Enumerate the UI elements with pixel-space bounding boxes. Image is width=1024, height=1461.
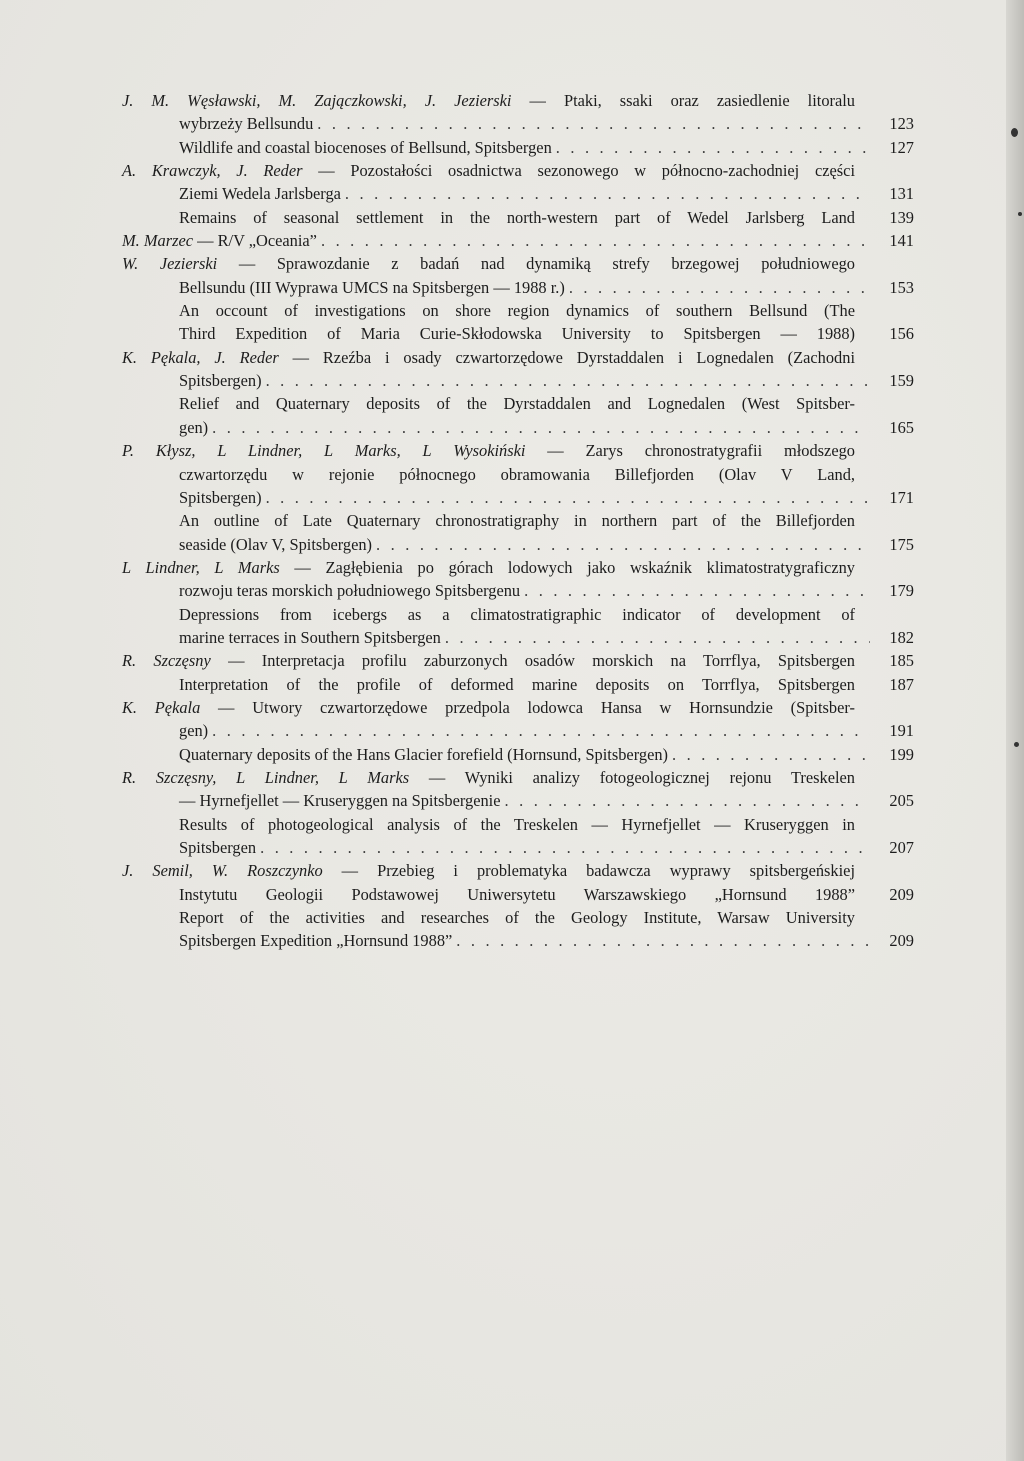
toc-line xyxy=(122,299,914,322)
toc-line xyxy=(122,416,914,439)
toc-author: K. Pękala xyxy=(122,697,201,717)
toc-title-cont: gen) xyxy=(179,721,209,741)
toc-page-number: 159 xyxy=(889,371,914,391)
toc-line xyxy=(122,112,914,135)
toc-entry-translation xyxy=(122,673,914,696)
toc-entry xyxy=(122,649,914,672)
toc-page-number: 182 xyxy=(889,627,914,647)
leader-dots xyxy=(260,836,870,859)
toc-line xyxy=(122,906,914,929)
toc-entry-translation xyxy=(122,392,914,439)
toc-title-cont: Spitsbergen Expedition „Hornsund 1988” xyxy=(179,931,453,951)
toc-entry xyxy=(122,766,914,813)
toc-line xyxy=(122,392,914,415)
toc-title: Wildlife and coastal biocenoses of Bellsund, Spitsbergen xyxy=(179,137,552,157)
leader-dots xyxy=(266,369,870,392)
toc-entry-translation xyxy=(122,206,914,229)
toc-line xyxy=(122,673,914,696)
toc-author: P. Kłysz, L Lindner, L Marks, L Wysokiński xyxy=(122,441,526,461)
toc-title: — Pozostałości osadnictwa sezonowego w północno-zachodniej części xyxy=(302,161,855,181)
toc-entry-translation xyxy=(122,813,914,860)
toc-title: — R/V „Oceania” xyxy=(193,231,317,251)
toc-title-cont: gen) xyxy=(179,417,209,437)
toc-line xyxy=(122,229,914,252)
leader-dots xyxy=(445,626,870,649)
toc-line xyxy=(122,136,914,159)
toc-entry-translation xyxy=(122,509,914,556)
toc-page-number: 139 xyxy=(889,207,914,227)
toc-page-number: 165 xyxy=(889,417,914,437)
leader-dots xyxy=(212,416,870,439)
leader-dots xyxy=(266,486,870,509)
toc-line xyxy=(122,929,914,952)
toc-line xyxy=(122,89,914,112)
toc-line xyxy=(122,533,914,556)
toc-page-number: 209 xyxy=(889,931,914,951)
toc-author: R. Szczęsny, L Lindner, L Marks xyxy=(122,767,410,787)
toc-entry-translation xyxy=(122,906,914,953)
toc-line xyxy=(122,859,914,882)
toc-line xyxy=(122,252,914,275)
print-speck xyxy=(1018,212,1022,216)
leader-dots xyxy=(672,743,870,766)
toc-title-cont: Spitsbergen) xyxy=(179,371,262,391)
toc-title: — Utwory czwartorzędowe przedpola lodowca Hansa w Hornsundzie (Spitsber- xyxy=(200,697,855,717)
toc-title-cont: Spitsbergen xyxy=(179,838,257,857)
toc-line xyxy=(122,556,914,579)
toc-page-number: 207 xyxy=(889,838,914,857)
toc-line xyxy=(122,206,914,229)
toc-entry xyxy=(122,859,914,906)
toc-title: — Ptaki, ssaki oraz zasiedlenie litoralu xyxy=(511,91,855,110)
toc-line xyxy=(122,649,914,672)
toc-line xyxy=(122,486,914,509)
toc-line xyxy=(122,743,914,766)
leader-dots xyxy=(321,229,870,252)
leader-dots xyxy=(569,276,870,299)
toc-entry xyxy=(122,696,914,743)
toc-entry xyxy=(122,252,914,299)
toc-line xyxy=(122,789,914,812)
toc-line xyxy=(122,603,914,626)
toc-page-number: 123 xyxy=(889,114,914,134)
toc-page-number: 131 xyxy=(889,184,914,204)
toc-author: M. Marzec xyxy=(122,231,194,251)
toc-line xyxy=(122,369,914,392)
toc-title-cont: czwartorzędu w rejonie północnego obramowania Billefjorden (Olav V Land, xyxy=(179,464,855,484)
toc-author: K. Pękala, J. Reder xyxy=(122,347,279,367)
print-speck xyxy=(1014,742,1019,747)
toc-line xyxy=(122,322,914,345)
toc-page-number: 205 xyxy=(889,791,914,811)
toc-title: — Wyniki analizy fotogeologicznej rejonu Treskelen xyxy=(409,767,855,787)
toc-page-number: 179 xyxy=(889,581,914,601)
toc-title-cont: seaside (Olav V, Spitsbergen) xyxy=(179,534,373,554)
leader-dots xyxy=(505,789,870,812)
leader-dots xyxy=(345,182,870,205)
toc-line xyxy=(122,626,914,649)
toc-title: An outline of Late Quaternary chronostratigraphy in northern part of the Billefjorden xyxy=(179,511,855,531)
toc-author: J. Semil, W. Roszczynko xyxy=(122,861,323,881)
toc-page-number: 156 xyxy=(889,324,914,344)
toc-entry xyxy=(122,229,914,252)
toc-author: J. M. Węsławski, M. Zajączkowski, J. Jezierski xyxy=(122,91,512,110)
toc-entry-translation xyxy=(122,743,914,766)
leader-dots xyxy=(556,136,870,159)
leader-dots xyxy=(212,719,870,742)
toc-title-cont: rozwoju teras morskich południowego Spitsbergenu xyxy=(179,581,521,601)
toc-entry xyxy=(122,159,914,206)
toc-line xyxy=(122,439,914,462)
toc-page-number: 199 xyxy=(889,744,914,764)
toc-entry xyxy=(122,439,914,509)
toc-page-number: 175 xyxy=(889,534,914,554)
table-of-contents xyxy=(122,89,914,953)
toc-entry-translation xyxy=(122,299,914,346)
toc-page-number: 209 xyxy=(889,884,914,904)
toc-title: — Zagłębienia po górach lodowych jako wskaźnik klimatostratygraficzny xyxy=(279,557,855,577)
toc-line xyxy=(122,509,914,532)
print-speck xyxy=(1011,128,1018,137)
toc-line xyxy=(122,883,914,906)
toc-title-cont: Spitsbergen) xyxy=(179,487,262,507)
toc-line xyxy=(122,836,914,859)
toc-author: A. Krawczyk, J. Reder xyxy=(122,161,303,181)
toc-page-number: 191 xyxy=(889,721,914,741)
toc-title-cont: Third Expedition of Maria Curie-Skłodowska University to Spitsbergen — 1988) xyxy=(179,324,855,344)
leader-dots xyxy=(376,533,870,556)
toc-line xyxy=(122,579,914,602)
toc-page-number: 187 xyxy=(889,674,914,694)
toc-line xyxy=(122,813,914,836)
toc-author: L Lindner, L Marks xyxy=(122,557,280,577)
toc-entry xyxy=(122,346,914,393)
toc-entry-translation xyxy=(122,136,914,159)
toc-line xyxy=(122,159,914,182)
toc-title-cont: wybrzeży Bellsundu xyxy=(179,114,314,134)
toc-title: Remains of seasonal settlement in the north-western part of Wedel Jarlsberg Land xyxy=(179,207,855,227)
page-edge-shadow xyxy=(1006,0,1024,1461)
toc-title-cont: — Hyrnefjellet — Kruseryggen na Spitsbergenie xyxy=(179,791,501,811)
toc-title: Quaternary deposits of the Hans Glacier forefield (Hornsund, Spitsbergen) xyxy=(179,744,668,764)
leader-dots xyxy=(317,112,870,135)
toc-line xyxy=(122,346,914,369)
toc-title: Report of the activities and researches of the Geology Institute, Warsaw University xyxy=(179,908,855,928)
toc-line xyxy=(122,719,914,742)
toc-line xyxy=(122,182,914,205)
toc-title: Interpretation of the profile of deformed marine deposits on Torrflya, Spitsbergen xyxy=(179,674,855,694)
toc-line xyxy=(122,766,914,789)
toc-title: — Sprawozdanie z badań nad dynamiką strefy brzegowej południowego xyxy=(217,254,856,274)
toc-title: — Przebieg i problematyka badawcza wyprawy spitsbergeńskiej xyxy=(322,861,855,881)
toc-title: — Rzeźba i osady czwartorzędowe Dyrstaddalen i Lognedalen (Zachodni xyxy=(278,347,855,367)
toc-page-number: 153 xyxy=(889,277,914,297)
toc-title: — Zarys chronostratygrafii młodszego xyxy=(525,441,855,461)
toc-entry-translation xyxy=(122,603,914,650)
toc-entry xyxy=(122,89,914,136)
toc-title-cont: marine terraces in Southern Spitsbergen xyxy=(179,627,441,647)
toc-title: — Interpretacja profilu zaburzonych osadów morskich na Torrflya, Spitsbergen xyxy=(210,651,855,671)
toc-title-cont: Bellsundu (III Wyprawa UMCS na Spitsbergen — 1988 r.) xyxy=(179,277,565,297)
toc-line xyxy=(122,696,914,719)
toc-line xyxy=(122,463,914,486)
toc-title: Depressions from icebergs as a climatostratigraphic indicator of development of xyxy=(179,604,855,624)
toc-page-number: 171 xyxy=(889,487,914,507)
toc-title-cont: Instytutu Geologii Podstawowej Uniwersytetu Warszawskiego „Hornsund 1988” xyxy=(179,884,855,904)
leader-dots xyxy=(456,929,870,952)
toc-title: Relief and Quaternary deposits of the Dyrstaddalen and Lognedalen (West Spitsber- xyxy=(179,394,855,414)
toc-page-number: 127 xyxy=(889,137,914,157)
toc-title: Results of photogeological analysis of the Treskelen — Hyrnefjellet — Kruseryggen in xyxy=(179,814,855,834)
toc-title-cont: Ziemi Wedela Jarlsberga xyxy=(179,184,341,204)
toc-author: W. Jezierski xyxy=(122,254,218,274)
toc-line xyxy=(122,276,914,299)
toc-author: R. Szczęsny xyxy=(122,651,211,671)
toc-page-number: 185 xyxy=(889,651,914,671)
toc-page-number: 141 xyxy=(889,231,914,251)
toc-title: An occount of investigations on shore region dynamics of southern Bellsund (The xyxy=(179,301,855,321)
toc-entry xyxy=(122,556,914,603)
leader-dots xyxy=(524,579,870,602)
